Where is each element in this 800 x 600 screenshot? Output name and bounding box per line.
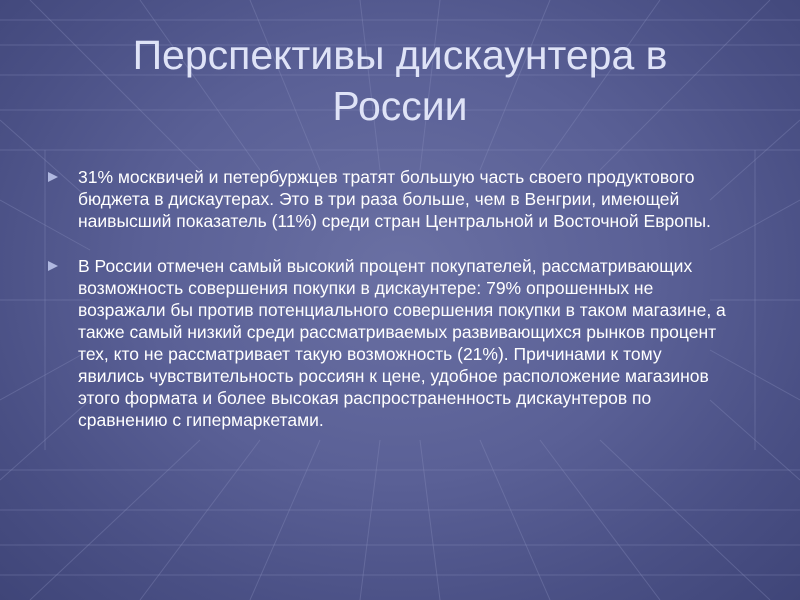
triangle-bullet-icon	[48, 172, 58, 182]
bullet-item	[48, 255, 728, 431]
bullet-list	[48, 166, 728, 454]
bullet-item	[48, 166, 728, 232]
slide-title: Перспективы дискаунтера в России	[132, 32, 668, 129]
bullet-text: 31% москвичей и петербуржцев тратят большую часть своего продуктового бюджета в дискаутерах. Это в три раза больше, чем в Венгрии, имеющей наивысший показатель (11%) среди стран Центральной и Восточной Европы.	[78, 167, 711, 231]
triangle-bullet-icon	[48, 261, 58, 271]
bullet-text: В России отмечен самый высокий процент покупателей, рассматривающих возможность совершения покупки в дискаунтере: 79% опрошенных не возражали бы против потенциального совершения покупки в таком магазине, а также самый низкий среди рассматриваемых развивающихся рынков процент тех, кто не рассматривает такую возможность (21%). Причинами к тому явились чувствительность россиян к цене, удобное расположение магазинов этого формата и более высокая распространенность дискаунтеров по сравнению с гипермаркетами.	[78, 256, 726, 430]
